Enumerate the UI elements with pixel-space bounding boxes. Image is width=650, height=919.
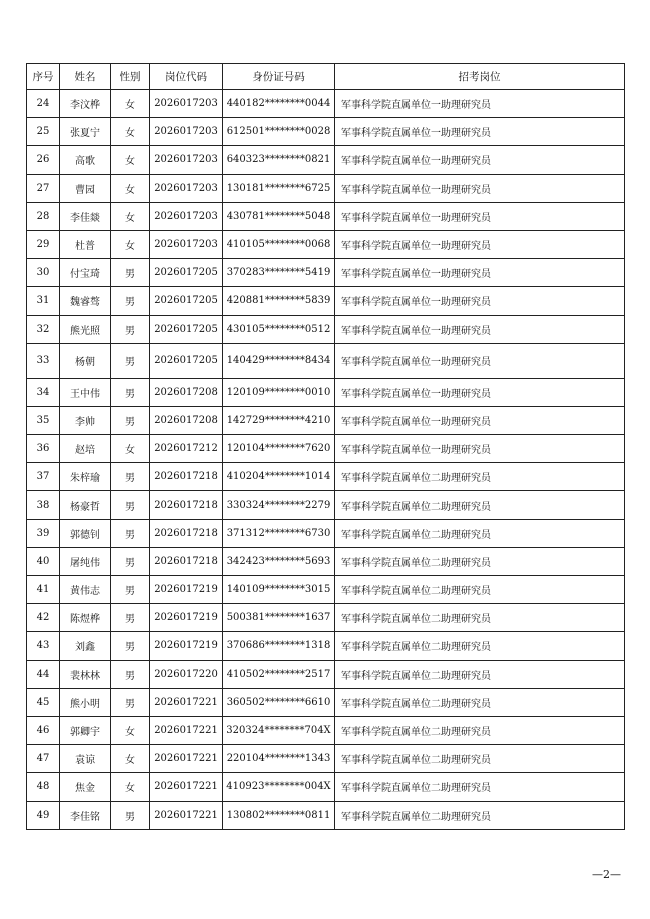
cell-serial: 42 xyxy=(27,604,60,632)
cell-serial: 25 xyxy=(27,118,60,146)
header-position: 招考岗位 xyxy=(335,64,625,90)
cell-serial: 33 xyxy=(27,343,60,378)
cell-post-code: 2026017218 xyxy=(150,519,223,547)
cell-post-code: 2026017218 xyxy=(150,547,223,575)
cell-gender: 男 xyxy=(111,547,150,575)
cell-id-number: 320324********704X xyxy=(223,716,335,744)
table-row xyxy=(27,463,625,491)
page-number: —2— xyxy=(592,868,621,881)
cell-name: 杜普 xyxy=(60,230,111,258)
cell-post-code: 2026017221 xyxy=(150,801,223,829)
cell-post-code: 2026017205 xyxy=(150,315,223,343)
cell-name: 裴林林 xyxy=(60,660,111,688)
cell-post-code: 2026017220 xyxy=(150,660,223,688)
cell-id-number: 342423********5693 xyxy=(223,547,335,575)
cell-position: 军事科学院直属单位二助理研究员 xyxy=(335,576,625,604)
cell-gender: 女 xyxy=(111,90,150,118)
cell-id-number: 410105********0068 xyxy=(223,230,335,258)
cell-position: 军事科学院直属单位一助理研究员 xyxy=(335,287,625,315)
cell-id-number: 330324********2279 xyxy=(223,491,335,519)
table-row xyxy=(27,491,625,519)
cell-name: 魏睿骜 xyxy=(60,287,111,315)
header-post-code: 岗位代码 xyxy=(150,64,223,90)
cell-id-number: 360502********6610 xyxy=(223,688,335,716)
cell-gender: 女 xyxy=(111,202,150,230)
cell-name: 刘鑫 xyxy=(60,632,111,660)
cell-id-number: 120109********0010 xyxy=(223,378,335,406)
cell-serial: 28 xyxy=(27,202,60,230)
cell-id-number: 220104********1343 xyxy=(223,745,335,773)
cell-position: 军事科学院直属单位一助理研究员 xyxy=(335,406,625,434)
cell-position: 军事科学院直属单位二助理研究员 xyxy=(335,491,625,519)
cell-post-code: 2026017203 xyxy=(150,118,223,146)
cell-id-number: 430781********5048 xyxy=(223,202,335,230)
cell-gender: 女 xyxy=(111,118,150,146)
cell-position: 军事科学院直属单位一助理研究员 xyxy=(335,118,625,146)
cell-position: 军事科学院直属单位二助理研究员 xyxy=(335,745,625,773)
cell-post-code: 2026017203 xyxy=(150,174,223,202)
table-row xyxy=(27,259,625,287)
table-header-row xyxy=(27,64,625,90)
cell-serial: 39 xyxy=(27,519,60,547)
table-row xyxy=(27,519,625,547)
header-id-number: 身份证号码 xyxy=(223,64,335,90)
cell-name: 朱梓瑜 xyxy=(60,463,111,491)
cell-gender: 男 xyxy=(111,576,150,604)
header-gender: 性别 xyxy=(111,64,150,90)
cell-name: 李佳铭 xyxy=(60,801,111,829)
cell-serial: 43 xyxy=(27,632,60,660)
cell-name: 杨豪哲 xyxy=(60,491,111,519)
cell-post-code: 2026017218 xyxy=(150,463,223,491)
table-body xyxy=(27,90,625,830)
cell-gender: 男 xyxy=(111,660,150,688)
cell-gender: 男 xyxy=(111,315,150,343)
cell-id-number: 142729********4210 xyxy=(223,406,335,434)
cell-serial: 36 xyxy=(27,435,60,463)
cell-name: 李帅 xyxy=(60,406,111,434)
cell-id-number: 140109********3015 xyxy=(223,576,335,604)
cell-serial: 34 xyxy=(27,378,60,406)
cell-name: 郭德钊 xyxy=(60,519,111,547)
header-serial: 序号 xyxy=(27,64,60,90)
table-row xyxy=(27,576,625,604)
cell-id-number: 440182********0044 xyxy=(223,90,335,118)
cell-id-number: 500381********1637 xyxy=(223,604,335,632)
cell-gender: 男 xyxy=(111,259,150,287)
cell-position: 军事科学院直属单位二助理研究员 xyxy=(335,801,625,829)
cell-serial: 48 xyxy=(27,773,60,801)
cell-name: 高歌 xyxy=(60,146,111,174)
table-row xyxy=(27,773,625,801)
cell-position: 军事科学院直属单位一助理研究员 xyxy=(335,146,625,174)
cell-post-code: 2026017221 xyxy=(150,688,223,716)
table-row xyxy=(27,801,625,829)
cell-post-code: 2026017205 xyxy=(150,259,223,287)
cell-gender: 男 xyxy=(111,632,150,660)
cell-post-code: 2026017221 xyxy=(150,773,223,801)
cell-name: 李佳燚 xyxy=(60,202,111,230)
cell-gender: 女 xyxy=(111,146,150,174)
cell-post-code: 2026017219 xyxy=(150,604,223,632)
cell-gender: 男 xyxy=(111,287,150,315)
cell-name: 李汶桦 xyxy=(60,90,111,118)
cell-position: 军事科学院直属单位二助理研究员 xyxy=(335,716,625,744)
cell-id-number: 640323********0821 xyxy=(223,146,335,174)
cell-id-number: 612501********0028 xyxy=(223,118,335,146)
cell-name: 熊光照 xyxy=(60,315,111,343)
cell-gender: 女 xyxy=(111,716,150,744)
cell-position: 军事科学院直属单位一助理研究员 xyxy=(335,230,625,258)
cell-post-code: 2026017212 xyxy=(150,435,223,463)
cell-serial: 26 xyxy=(27,146,60,174)
cell-serial: 47 xyxy=(27,745,60,773)
table-row xyxy=(27,90,625,118)
cell-gender: 男 xyxy=(111,801,150,829)
cell-position: 军事科学院直属单位一助理研究员 xyxy=(335,90,625,118)
cell-post-code: 2026017219 xyxy=(150,632,223,660)
cell-post-code: 2026017219 xyxy=(150,576,223,604)
cell-post-code: 2026017205 xyxy=(150,343,223,378)
cell-position: 军事科学院直属单位二助理研究员 xyxy=(335,547,625,575)
cell-post-code: 2026017203 xyxy=(150,202,223,230)
cell-post-code: 2026017218 xyxy=(150,491,223,519)
cell-position: 军事科学院直属单位一助理研究员 xyxy=(335,315,625,343)
cell-name: 黄伟志 xyxy=(60,576,111,604)
cell-id-number: 370283********5419 xyxy=(223,259,335,287)
cell-id-number: 371312********6730 xyxy=(223,519,335,547)
cell-position: 军事科学院直属单位二助理研究员 xyxy=(335,463,625,491)
cell-post-code: 2026017208 xyxy=(150,378,223,406)
table-row xyxy=(27,604,625,632)
table-row xyxy=(27,688,625,716)
cell-position: 军事科学院直属单位一助理研究员 xyxy=(335,259,625,287)
cell-id-number: 410502********2517 xyxy=(223,660,335,688)
cell-position: 军事科学院直属单位二助理研究员 xyxy=(335,632,625,660)
cell-id-number: 130802********0811 xyxy=(223,801,335,829)
cell-post-code: 2026017205 xyxy=(150,287,223,315)
table-row xyxy=(27,378,625,406)
cell-serial: 31 xyxy=(27,287,60,315)
cell-gender: 男 xyxy=(111,688,150,716)
cell-serial: 27 xyxy=(27,174,60,202)
cell-id-number: 130181********6725 xyxy=(223,174,335,202)
table-row xyxy=(27,343,625,378)
cell-post-code: 2026017221 xyxy=(150,716,223,744)
cell-name: 熊小明 xyxy=(60,688,111,716)
cell-position: 军事科学院直属单位一助理研究员 xyxy=(335,174,625,202)
table-row xyxy=(27,406,625,434)
table-row xyxy=(27,315,625,343)
table-row xyxy=(27,660,625,688)
cell-serial: 30 xyxy=(27,259,60,287)
cell-name: 袁谅 xyxy=(60,745,111,773)
cell-gender: 男 xyxy=(111,378,150,406)
cell-post-code: 2026017203 xyxy=(150,146,223,174)
cell-name: 赵培 xyxy=(60,435,111,463)
cell-post-code: 2026017203 xyxy=(150,230,223,258)
cell-id-number: 370686********1318 xyxy=(223,632,335,660)
cell-serial: 49 xyxy=(27,801,60,829)
cell-serial: 24 xyxy=(27,90,60,118)
cell-position: 军事科学院直属单位二助理研究员 xyxy=(335,773,625,801)
table-row xyxy=(27,230,625,258)
cell-name: 陈煜桦 xyxy=(60,604,111,632)
cell-name: 王中伟 xyxy=(60,378,111,406)
cell-position: 军事科学院直属单位二助理研究员 xyxy=(335,660,625,688)
cell-position: 军事科学院直属单位一助理研究员 xyxy=(335,435,625,463)
table-row xyxy=(27,745,625,773)
cell-gender: 男 xyxy=(111,491,150,519)
cell-id-number: 140429********8434 xyxy=(223,343,335,378)
table-row xyxy=(27,287,625,315)
cell-name: 杨朝 xyxy=(60,343,111,378)
cell-gender: 女 xyxy=(111,435,150,463)
cell-serial: 41 xyxy=(27,576,60,604)
cell-position: 军事科学院直属单位二助理研究员 xyxy=(335,604,625,632)
table-row xyxy=(27,435,625,463)
cell-id-number: 430105********0512 xyxy=(223,315,335,343)
cell-name: 曹园 xyxy=(60,174,111,202)
cell-name: 屠纯伟 xyxy=(60,547,111,575)
table-row xyxy=(27,174,625,202)
cell-position: 军事科学院直属单位二助理研究员 xyxy=(335,519,625,547)
cell-gender: 男 xyxy=(111,519,150,547)
cell-gender: 女 xyxy=(111,773,150,801)
candidate-table xyxy=(26,63,625,830)
cell-serial: 44 xyxy=(27,660,60,688)
cell-position: 军事科学院直属单位一助理研究员 xyxy=(335,343,625,378)
table-row xyxy=(27,202,625,230)
cell-serial: 46 xyxy=(27,716,60,744)
cell-post-code: 2026017221 xyxy=(150,745,223,773)
cell-serial: 37 xyxy=(27,463,60,491)
cell-gender: 男 xyxy=(111,343,150,378)
cell-gender: 男 xyxy=(111,406,150,434)
table-row xyxy=(27,547,625,575)
cell-serial: 35 xyxy=(27,406,60,434)
cell-gender: 女 xyxy=(111,230,150,258)
cell-post-code: 2026017208 xyxy=(150,406,223,434)
table-row xyxy=(27,632,625,660)
cell-id-number: 410923********004X xyxy=(223,773,335,801)
cell-position: 军事科学院直属单位一助理研究员 xyxy=(335,378,625,406)
cell-position: 军事科学院直属单位一助理研究员 xyxy=(335,202,625,230)
cell-serial: 40 xyxy=(27,547,60,575)
cell-gender: 男 xyxy=(111,463,150,491)
cell-serial: 45 xyxy=(27,688,60,716)
table-row xyxy=(27,716,625,744)
cell-id-number: 120104********7620 xyxy=(223,435,335,463)
cell-serial: 32 xyxy=(27,315,60,343)
cell-post-code: 2026017203 xyxy=(150,90,223,118)
cell-serial: 38 xyxy=(27,491,60,519)
cell-gender: 女 xyxy=(111,174,150,202)
cell-name: 郭卿宇 xyxy=(60,716,111,744)
cell-serial: 29 xyxy=(27,230,60,258)
cell-position: 军事科学院直属单位二助理研究员 xyxy=(335,688,625,716)
cell-name: 付宝琦 xyxy=(60,259,111,287)
cell-name: 张夏宁 xyxy=(60,118,111,146)
cell-gender: 男 xyxy=(111,604,150,632)
cell-name: 焦金 xyxy=(60,773,111,801)
table-row xyxy=(27,146,625,174)
header-name: 姓名 xyxy=(60,64,111,90)
table-row xyxy=(27,118,625,146)
cell-id-number: 420881********5839 xyxy=(223,287,335,315)
cell-id-number: 410204********1014 xyxy=(223,463,335,491)
cell-gender: 女 xyxy=(111,745,150,773)
